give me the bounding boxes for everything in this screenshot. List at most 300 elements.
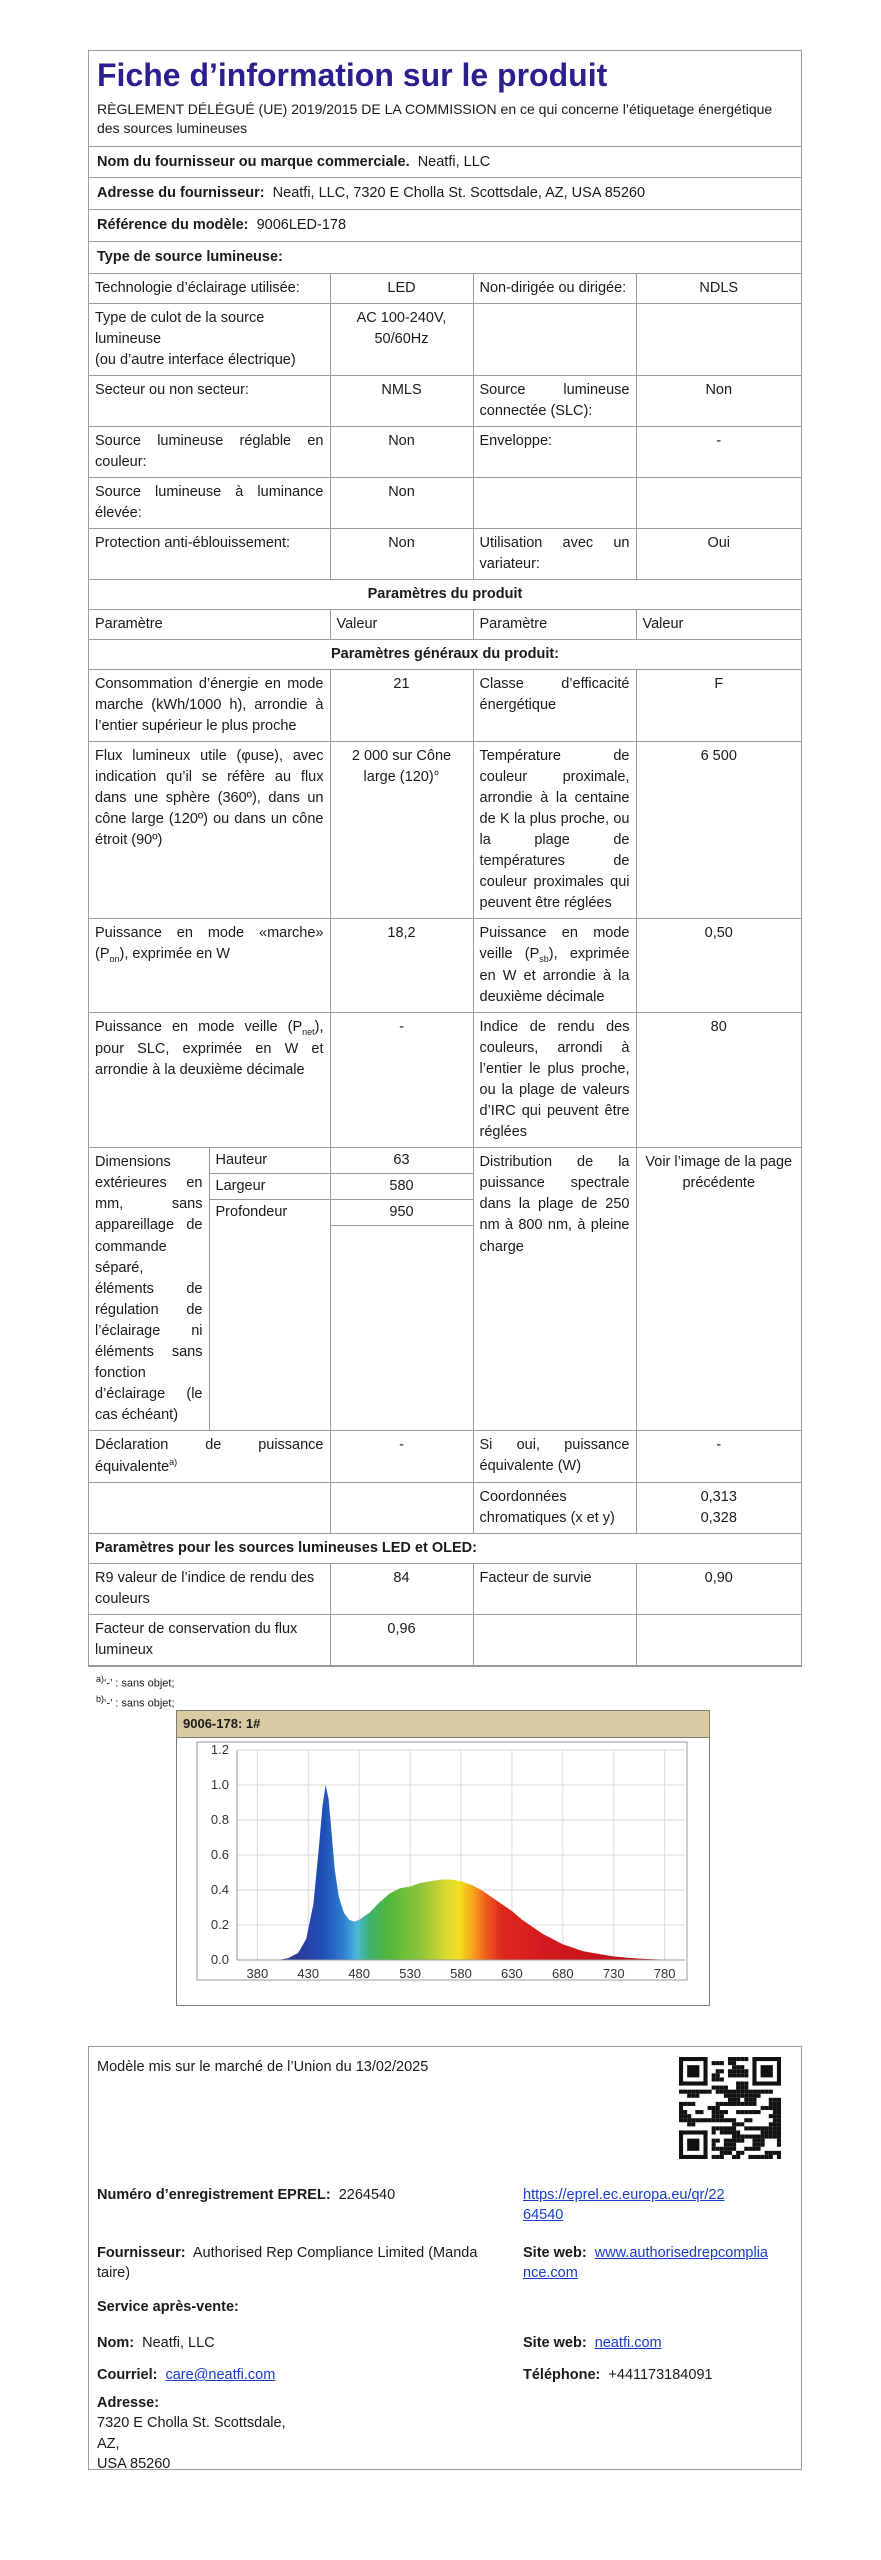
spectral-chart <box>176 1710 710 2006</box>
qr-finder <box>703 2130 707 2159</box>
col-header-value: Valeur <box>636 610 801 640</box>
qr-module <box>773 2135 777 2139</box>
qr-module <box>708 2090 712 2094</box>
qr-module <box>720 2130 724 2134</box>
qr-module <box>736 2102 740 2106</box>
cap-label <box>89 303 330 375</box>
site-link[interactable]: neatfi.com <box>594 2335 662 2351</box>
qr-module <box>720 2110 724 2114</box>
qr-module <box>716 2086 720 2090</box>
empty-cell <box>473 303 636 375</box>
qr-module <box>777 2122 781 2126</box>
spd-value: Voir l’image de la page précédente <box>636 1148 801 1430</box>
spectral-plot <box>177 1738 709 2004</box>
qr-module <box>740 2069 744 2073</box>
qr-module <box>712 2139 716 2143</box>
qr-module <box>699 2110 703 2114</box>
supplier-value: taire) <box>97 2265 131 2282</box>
address-line: AZ, <box>97 2435 120 2452</box>
qr-module <box>712 2155 716 2159</box>
after-sales-site-row <box>523 2333 662 2353</box>
supplier-name-label: Nom du fournisseur ou marque commerciale. <box>97 153 410 170</box>
qr-module <box>687 2102 691 2106</box>
col-header-param: Paramètre <box>89 610 330 640</box>
qr-module <box>748 2110 752 2114</box>
eprel-link[interactable] <box>523 2185 725 2226</box>
qr-module <box>724 2094 728 2098</box>
table-row <box>89 742 801 919</box>
qr-module <box>712 2118 716 2122</box>
qr-module <box>716 2106 720 2110</box>
qr-module <box>744 2057 748 2061</box>
qr-module <box>777 2155 781 2159</box>
qr-module <box>712 2147 716 2151</box>
qr-finder <box>752 2057 756 2086</box>
qr-module <box>679 2118 683 2122</box>
qr-module <box>703 2090 707 2094</box>
site-link[interactable]: www.authorisedrepcomplia <box>594 2245 768 2261</box>
qr-module <box>724 2130 728 2134</box>
qr-module <box>724 2143 728 2147</box>
qr-module <box>744 2126 748 2130</box>
qr-module <box>765 2155 769 2159</box>
cap-label-line: (ou d’autre interface électrique) <box>95 352 296 368</box>
pon-label <box>89 919 330 1013</box>
qr-module <box>728 2118 732 2122</box>
qr-module <box>728 2139 732 2143</box>
qr-module <box>769 2098 773 2102</box>
dimensions-cell <box>89 1148 330 1430</box>
energy-value: 21 <box>330 670 473 742</box>
qr-module <box>679 2102 683 2106</box>
empty-cell <box>636 303 801 375</box>
eprel-link-line[interactable]: https://eprel.ec.europa.eu/qr/22 <box>523 2187 725 2203</box>
equiv-w-label: Si oui, puissance équivalente (W) <box>473 1430 636 1482</box>
qr-module <box>740 2110 744 2114</box>
qr-module <box>744 2094 748 2098</box>
qr-module <box>736 2098 740 2102</box>
qr-code-icon[interactable] <box>679 2057 781 2159</box>
eprel-link-line[interactable]: 64540 <box>523 2207 564 2224</box>
qr-module <box>712 2073 716 2077</box>
general-params-title: Paramètres généraux du produit: <box>89 640 801 670</box>
qr-module <box>679 2106 683 2110</box>
x-tick-label: 730 <box>602 1966 625 1981</box>
qr-module <box>687 2114 691 2118</box>
qr-module <box>736 2135 740 2139</box>
footnote-text: ‘-’ : sans objet; <box>104 1697 175 1710</box>
qr-module <box>748 2094 752 2098</box>
mains-label: Secteur ou non secteur: <box>89 376 330 427</box>
qr-module <box>773 2102 777 2106</box>
qr-module <box>687 2094 691 2098</box>
qr-module <box>691 2118 695 2122</box>
qr-module <box>752 2098 756 2102</box>
qr-module <box>716 2155 720 2159</box>
qr-module <box>736 2069 740 2073</box>
supplier-site-row <box>523 2243 768 2284</box>
qr-module <box>761 2106 765 2110</box>
qr-module <box>765 2126 769 2130</box>
qr-module <box>736 2094 740 2098</box>
empty-cell <box>636 478 801 529</box>
table-row <box>89 1614 801 1665</box>
qr-module <box>687 2118 691 2122</box>
params-section-title: Paramètres du produit <box>89 580 801 610</box>
qr-module <box>691 2090 695 2094</box>
supplier-name-value: Neatfi, LLC <box>417 153 491 170</box>
eprel-value: 2264540 <box>338 2187 396 2203</box>
table-row <box>89 303 801 375</box>
table-row <box>89 640 801 670</box>
phone-row <box>523 2365 713 2385</box>
supplier-name-row <box>89 146 801 178</box>
qr-module <box>769 2130 773 2134</box>
qr-module <box>740 2102 744 2106</box>
qr-module <box>752 2094 756 2098</box>
qr-module <box>748 2090 752 2094</box>
qr-module <box>752 2110 756 2114</box>
qr-module <box>728 2073 732 2077</box>
mail-label: Courriel: <box>97 2367 158 2383</box>
maintenance-label: Facteur de conservation du flux lumineux <box>89 1614 330 1665</box>
tech-label: Technologie d’éclairage utilisée: <box>89 273 330 303</box>
qr-module <box>732 2118 736 2122</box>
qr-module <box>683 2090 687 2094</box>
qr-module <box>769 2151 773 2155</box>
site-label: Site web: <box>523 2335 587 2351</box>
qr-module <box>777 2126 781 2130</box>
qr-module <box>744 2098 748 2102</box>
qr-module <box>752 2155 756 2159</box>
name-value: Neatfi, LLC <box>142 2335 215 2351</box>
qr-module <box>712 2077 716 2081</box>
qr-module <box>765 2106 769 2110</box>
site-link[interactable]: nce.com <box>523 2265 578 2282</box>
depth-value: 950 <box>331 1200 473 1226</box>
y-tick-label: 0.6 <box>210 1847 229 1862</box>
qr-module <box>716 2073 720 2077</box>
qr-module <box>765 2135 769 2139</box>
qr-module <box>712 2106 716 2110</box>
qr-module <box>773 2106 777 2110</box>
pnet-label <box>89 1013 330 1148</box>
table-row <box>89 1482 801 1533</box>
qr-module <box>679 2110 683 2114</box>
regulation-subtitle: RÈGLEMENT DÉLÉGUÉ (UE) 2019/2015 DE LA COMMISSION en ce qui concerne l’étiquetage énergétique des sources lumineuses <box>97 100 773 136</box>
qr-module <box>744 2102 748 2106</box>
eprel-row <box>97 2185 395 2205</box>
cap-value: AC 100-240V, 50/60Hz <box>330 303 473 375</box>
qr-module <box>769 2106 773 2110</box>
qr-module <box>740 2057 744 2061</box>
psb-subscript: sb <box>539 954 549 965</box>
flux-label: Flux lumineux utile (φuse), avec indication qu’il se réfère au flux dans une sphère (360º), dans un cône large (120º) ou dans un cône étroit (90º) <box>89 742 330 919</box>
qr-module <box>728 2069 732 2073</box>
mail-link[interactable]: care@neatfi.com <box>165 2367 276 2383</box>
source-type-heading <box>89 241 801 273</box>
qr-module <box>761 2155 765 2159</box>
qr-module <box>712 2126 716 2130</box>
survival-value: 0,90 <box>636 1563 801 1614</box>
model-label: Référence du modèle: <box>97 217 249 234</box>
qr-module <box>777 2102 781 2106</box>
qr-module <box>716 2139 720 2143</box>
qr-module <box>712 2061 716 2065</box>
colour-tunable-label: Source lumineuse réglable en couleur: <box>89 427 330 478</box>
qr-module <box>757 2143 761 2147</box>
qr-module <box>740 2073 744 2077</box>
table-row <box>89 1013 801 1148</box>
psb-value: 0,50 <box>636 919 801 1013</box>
qr-module <box>748 2126 752 2130</box>
qr-finder <box>687 2139 699 2151</box>
dimmable-label: Utilisation avec un variateur: <box>473 529 636 580</box>
qr-module <box>752 2135 756 2139</box>
qr-module <box>757 2147 761 2151</box>
qr-module <box>691 2094 695 2098</box>
table-row <box>89 529 801 580</box>
directional-value: NDLS <box>636 273 801 303</box>
source-type-table <box>89 273 801 1666</box>
qr-module <box>761 2130 765 2134</box>
qr-module <box>728 2061 732 2065</box>
qr-module <box>740 2081 744 2085</box>
qr-module <box>732 2139 736 2143</box>
pnet-label-text: ), pour SLC, exprimée en W et arrondie à la deuxième décimale <box>95 1019 324 1079</box>
qr-module <box>716 2110 720 2114</box>
high-luminance-label: Source lumineuse à luminance élevée: <box>89 478 330 529</box>
pnet-value: - <box>330 1013 473 1148</box>
qr-module <box>765 2090 769 2094</box>
qr-module <box>716 2118 720 2122</box>
col-header-value: Valeur <box>330 610 473 640</box>
qr-module <box>724 2151 728 2155</box>
supplier-value: Authorised Rep Compliance Limited (Manda <box>192 2245 478 2261</box>
x-tick-label: 680 <box>551 1966 574 1981</box>
qr-module <box>716 2147 720 2151</box>
qr-module <box>748 2147 752 2151</box>
qr-module <box>777 2110 781 2114</box>
qr-module <box>732 2094 736 2098</box>
qr-module <box>732 2061 736 2065</box>
qr-module <box>708 2118 712 2122</box>
x-tick-label: 630 <box>501 1966 523 1981</box>
pon-value: 18,2 <box>330 919 473 1013</box>
qr-module <box>732 2098 736 2102</box>
energy-label: Consommation d’énergie en mode marche (kWh/1000 h), arrondie à l’entier supérieur le plus proche <box>89 670 330 742</box>
tech-value: LED <box>330 273 473 303</box>
r9-label: R9 valeur de l’indice de rendu des couleurs <box>89 1563 330 1614</box>
qr-module <box>777 2106 781 2110</box>
qr-module <box>752 2102 756 2106</box>
dimmable-value: Oui <box>636 529 801 580</box>
envelope-label: Enveloppe: <box>473 427 636 478</box>
qr-module <box>720 2061 724 2065</box>
qr-module <box>773 2110 777 2114</box>
qr-finder <box>679 2057 683 2086</box>
site-label: Site web: <box>523 2245 587 2261</box>
qr-module <box>732 2102 736 2106</box>
supplier-address-row <box>89 177 801 209</box>
qr-module <box>740 2139 744 2143</box>
colour-tunable-value: Non <box>330 427 473 478</box>
footnote-b <box>96 1693 175 1713</box>
qr-module <box>744 2086 748 2090</box>
qr-module <box>777 2139 781 2143</box>
qr-module <box>716 2114 720 2118</box>
qr-module <box>716 2090 720 2094</box>
x-tick-label: 480 <box>348 1966 371 1981</box>
chroma-value <box>636 1482 801 1533</box>
qr-module <box>687 2122 691 2126</box>
qr-module <box>736 2139 740 2143</box>
address-label: Adresse: <box>97 2395 160 2411</box>
name-label: Nom: <box>97 2335 135 2351</box>
qr-module <box>728 2094 732 2098</box>
qr-module <box>695 2118 699 2122</box>
height-value: 63 <box>331 1148 473 1174</box>
qr-module <box>683 2110 687 2114</box>
table-row <box>89 919 801 1013</box>
mains-value: NMLS <box>330 376 473 427</box>
qr-module <box>736 2081 740 2085</box>
spd-label: Distribution de la puissance spectrale dans la plage de 250 nm à 800 nm, à pleine charge <box>473 1148 636 1430</box>
phone-value: +441173184091 <box>608 2367 713 2383</box>
qr-module <box>691 2102 695 2106</box>
qr-module <box>732 2130 736 2134</box>
qr-module <box>728 2126 732 2130</box>
dims-values <box>330 1148 473 1430</box>
qr-finder <box>777 2057 781 2086</box>
qr-module <box>773 2114 777 2118</box>
qr-module <box>744 2147 748 2151</box>
qr-module <box>752 2090 756 2094</box>
qr-finder <box>679 2081 708 2085</box>
chart-title: 9006-178: 1# <box>177 1711 709 1738</box>
table-row <box>89 1148 801 1430</box>
qr-module <box>720 2077 724 2081</box>
table-row <box>89 1563 801 1614</box>
pon-subscript: on <box>109 954 120 965</box>
maintenance-value: 0,96 <box>330 1614 473 1665</box>
qr-module <box>720 2126 724 2130</box>
qr-module <box>728 2057 732 2061</box>
glare-label: Protection anti-éblouissement: <box>89 529 330 580</box>
r9-value: 84 <box>330 1563 473 1614</box>
dims-label: Dimensions extérieures en mm, sans appareillage de commande séparé, éléments de régulation de l’éclairage ni éléments sans fonction d’éclairage (le cas échéant) <box>89 1148 209 1429</box>
y-tick-label: 1.2 <box>210 1742 229 1757</box>
qr-module <box>777 2135 781 2139</box>
qr-module <box>752 2147 756 2151</box>
qr-module <box>708 2106 712 2110</box>
dimensions-subtable <box>89 1148 330 1429</box>
address-line: 7320 E Cholla St. Scottsdale, <box>97 2415 286 2432</box>
qr-finder <box>679 2057 708 2061</box>
class-value: F <box>636 670 801 742</box>
qr-module <box>724 2139 728 2143</box>
qr-module <box>744 2073 748 2077</box>
qr-module <box>732 2126 736 2130</box>
qr-module <box>761 2139 765 2143</box>
qr-module <box>724 2147 728 2151</box>
qr-module <box>769 2102 773 2106</box>
qr-module <box>732 2147 736 2151</box>
qr-finder <box>679 2155 708 2159</box>
glare-value: Non <box>330 529 473 580</box>
footnote-a <box>96 1673 175 1693</box>
equiv-footnote-mark: a) <box>169 1456 178 1467</box>
phone-label: Téléphone: <box>523 2367 601 2383</box>
empty-cell <box>330 1482 473 1533</box>
qr-module <box>736 2155 740 2159</box>
qr-module <box>769 2122 773 2126</box>
qr-module <box>757 2094 761 2098</box>
model-value: 9006LED-178 <box>256 217 347 234</box>
qr-module <box>744 2090 748 2094</box>
directional-label: Non-dirigée ou dirigée: <box>473 273 636 303</box>
psb-label <box>473 919 636 1013</box>
qr-module <box>683 2118 687 2122</box>
cct-label: Température de couleur proximale, arrondie à la centaine de K la plus proche, ou la plage de températures de couleur proximales qui peuvent être réglées <box>473 742 636 919</box>
qr-module <box>773 2151 777 2155</box>
qr-module <box>740 2122 744 2126</box>
page-title: Fiche d’information sur le produit <box>97 57 608 93</box>
qr-module <box>716 2126 720 2130</box>
supplier-row <box>97 2243 507 2284</box>
qr-module <box>712 2110 716 2114</box>
qr-module <box>695 2090 699 2094</box>
y-tick-label: 0.8 <box>210 1812 229 1827</box>
qr-module <box>720 2155 724 2159</box>
qr-module <box>712 2114 716 2118</box>
qr-module <box>744 2118 748 2122</box>
qr-module <box>728 2147 732 2151</box>
supplier-label: Fournisseur: <box>97 2245 186 2261</box>
qr-module <box>712 2143 716 2147</box>
chroma-x: 0,313 <box>700 1488 737 1505</box>
qr-module <box>740 2090 744 2094</box>
qr-module <box>761 2143 765 2147</box>
height-label: Hauteur <box>210 1148 330 1174</box>
qr-module <box>732 2090 736 2094</box>
cri-value: 80 <box>636 1013 801 1148</box>
qr-module <box>769 2114 773 2118</box>
qr-module <box>728 2098 732 2102</box>
qr-module <box>699 2118 703 2122</box>
qr-module <box>736 2130 740 2134</box>
led-params-title: Paramètres pour les sources lumineuses LED et OLED: <box>89 1533 801 1563</box>
supplier-address-value: Neatfi, LLC, 7320 E Cholla St. Scottsdale, AZ, USA 85260 <box>272 185 646 202</box>
qr-module <box>740 2086 744 2090</box>
qr-module <box>683 2102 687 2106</box>
qr-module <box>777 2114 781 2118</box>
qr-finder <box>761 2065 773 2077</box>
qr-module <box>728 2143 732 2147</box>
qr-module <box>728 2090 732 2094</box>
qr-module <box>769 2090 773 2094</box>
qr-module <box>736 2065 740 2069</box>
pon-label-text: ), exprimée en W <box>119 946 230 963</box>
flux-value: 2 000 sur Cône large (120)° <box>330 742 473 919</box>
qr-module <box>720 2069 724 2073</box>
qr-module <box>744 2081 748 2085</box>
qr-module <box>732 2122 736 2126</box>
empty-cell <box>636 1614 801 1665</box>
qr-module <box>748 2098 752 2102</box>
qr-module <box>744 2069 748 2073</box>
qr-module <box>712 2130 716 2134</box>
